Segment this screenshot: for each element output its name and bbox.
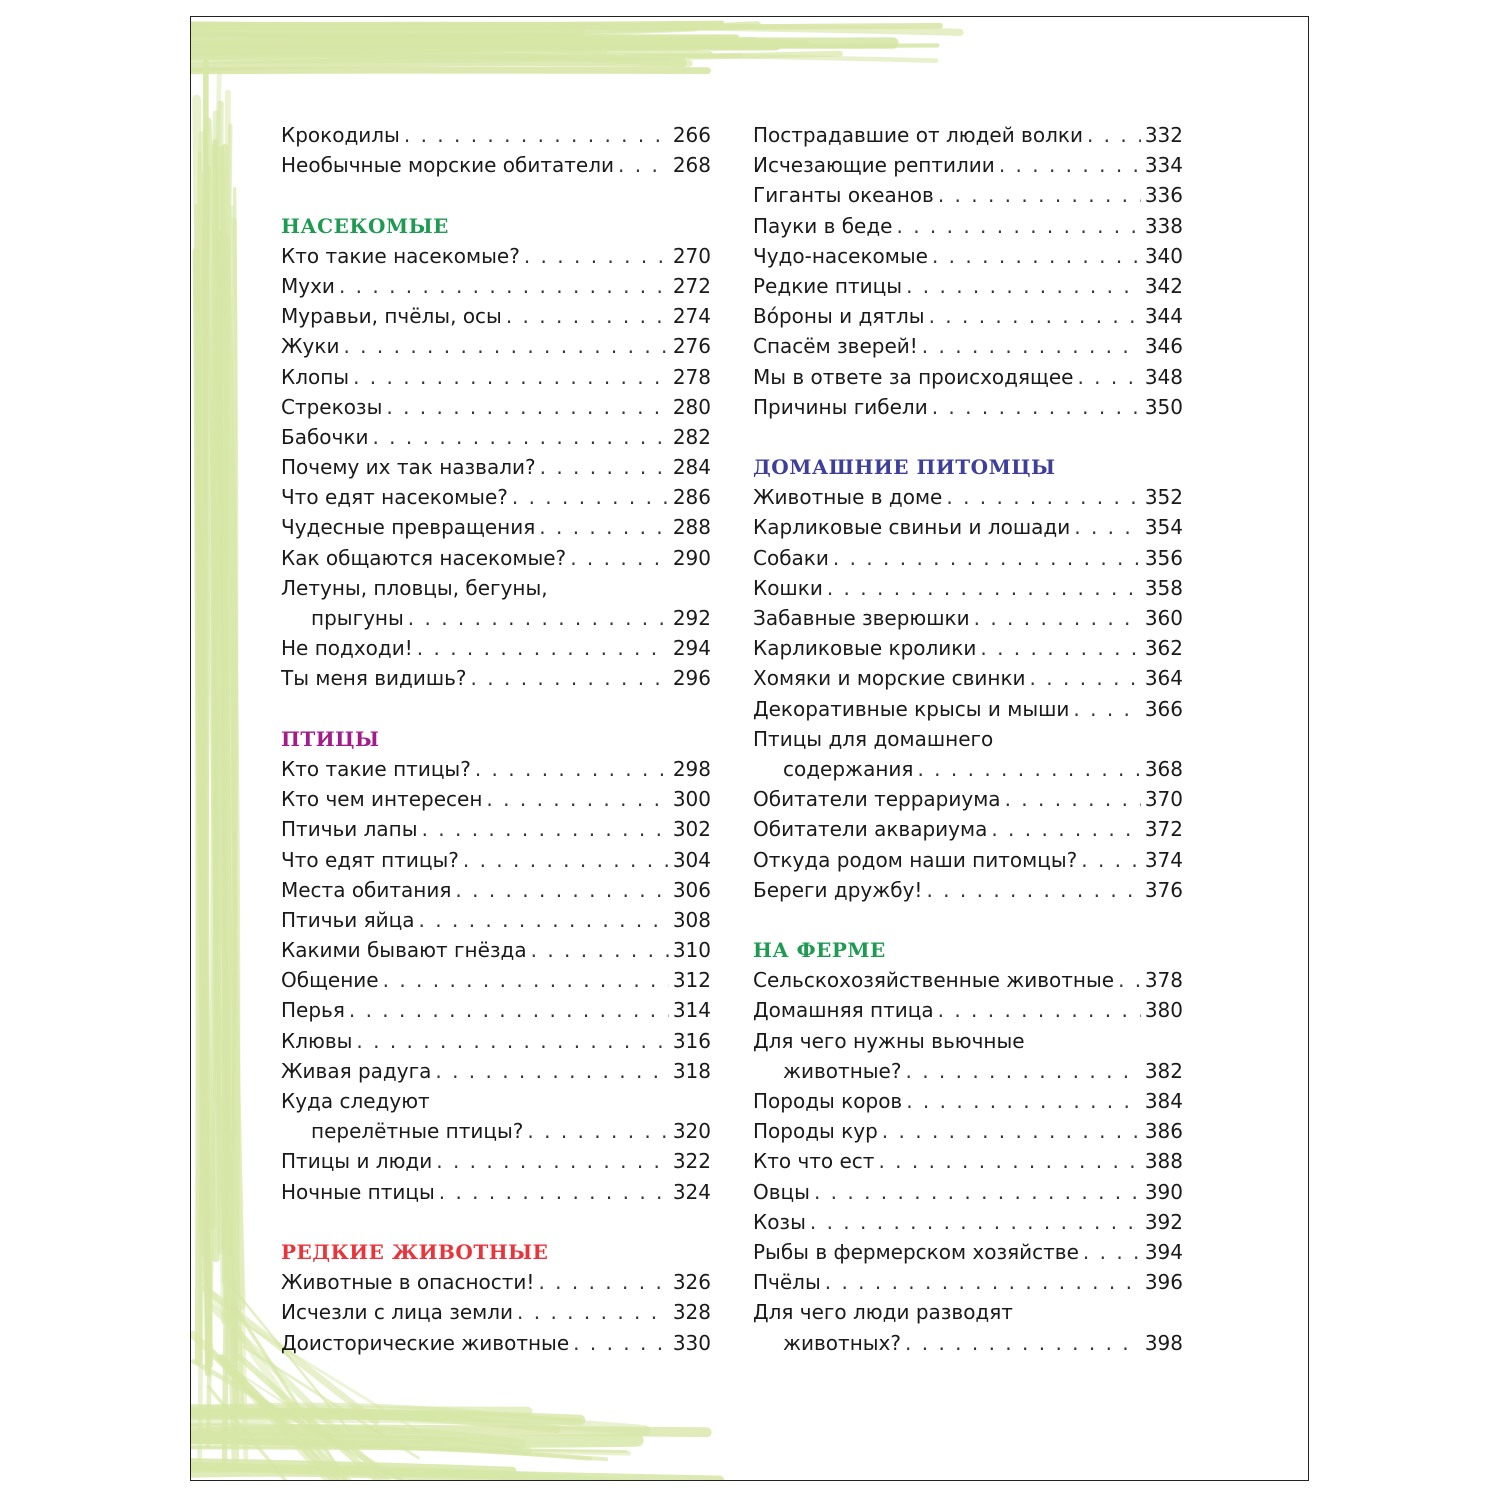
toc-entry xyxy=(753,1177,1183,1207)
toc-rare-animals-list xyxy=(281,1267,711,1358)
toc-leader-dots xyxy=(974,603,1141,633)
toc-entry xyxy=(281,663,711,693)
toc-page-number: 270 xyxy=(672,243,711,268)
toc-leader-dots xyxy=(980,633,1140,663)
toc-leader-dots xyxy=(827,573,1141,603)
toc-page-number: 310 xyxy=(672,938,711,963)
toc-entry-title: содержания xyxy=(783,756,914,781)
toc-page-number: 286 xyxy=(672,485,711,510)
toc-entry xyxy=(753,1237,1183,1267)
toc-entry-title: животных? xyxy=(783,1330,902,1355)
toc-page-number: 394 xyxy=(1144,1239,1183,1264)
toc-entry xyxy=(281,754,711,784)
toc-entry xyxy=(281,1086,711,1116)
toc-entry-title: Что едят птицы? xyxy=(281,847,459,872)
toc-leader-dots xyxy=(419,905,669,935)
toc-page-number: 322 xyxy=(672,1149,711,1174)
toc-leader-dots xyxy=(906,1086,1141,1116)
toc-page-number: 320 xyxy=(672,1119,711,1144)
toc-page-number: 268 xyxy=(672,153,711,178)
toc-entry-title: Козы xyxy=(753,1209,806,1234)
toc-leader-dots xyxy=(408,603,669,633)
toc-entry-title: Птицы и люди xyxy=(281,1149,433,1174)
toc-leader-dots xyxy=(539,512,669,542)
toc-leader-dots xyxy=(932,392,1141,422)
toc-pets-list xyxy=(753,482,1183,905)
section-heading-rare-animals: РЕДКИЕ ЖИВОТНЫЕ xyxy=(281,1239,549,1264)
toc-entry-title: животные? xyxy=(783,1058,902,1083)
toc-entry xyxy=(753,512,1183,542)
toc-leader-dots xyxy=(506,301,669,331)
toc-leader-dots xyxy=(1077,362,1140,392)
toc-leader-dots xyxy=(417,633,669,663)
toc-leader-dots xyxy=(404,120,669,150)
toc-page-number: 362 xyxy=(1144,636,1183,661)
toc-page-number: 294 xyxy=(672,636,711,661)
toc-entry xyxy=(753,784,1183,814)
toc-page-number: 356 xyxy=(1144,545,1183,570)
toc-entry xyxy=(753,120,1183,150)
toc-page-number: 304 xyxy=(672,847,711,872)
toc-birds-list xyxy=(281,754,711,1207)
toc-page-number: 386 xyxy=(1144,1119,1183,1144)
toc-entry xyxy=(281,573,711,603)
toc-leader-dots xyxy=(905,1056,1140,1086)
toc-page-number: 274 xyxy=(672,304,711,329)
section-heading-farm: НА ФЕРМЕ xyxy=(753,938,886,963)
toc-entry xyxy=(281,1056,711,1086)
toc-entry-title: Спасём зверей! xyxy=(753,334,918,359)
toc-entry xyxy=(281,301,711,331)
toc-leader-dots xyxy=(1073,694,1140,724)
toc-leader-dots xyxy=(538,1267,668,1297)
toc-page-number: 334 xyxy=(1144,153,1183,178)
toc-entry-title: Ты меня видишь? xyxy=(281,666,467,691)
toc-leader-dots xyxy=(475,754,669,784)
toc-leader-dots xyxy=(540,452,669,482)
toc-entry-title: Для чего люди разводят xyxy=(753,1300,1013,1325)
toc-entry xyxy=(753,1328,1183,1358)
toc-entry xyxy=(281,784,711,814)
toc-leader-dots xyxy=(512,482,669,512)
toc-entry-title: Обитатели террариума xyxy=(753,787,1001,812)
toc-entry xyxy=(281,633,711,663)
toc-entry xyxy=(281,814,711,844)
toc-page-number: 266 xyxy=(672,123,711,147)
toc-entry-title: Животные в доме xyxy=(753,485,943,510)
toc-leader-dots xyxy=(455,875,668,905)
toc-page-number: 288 xyxy=(672,515,711,540)
toc-entry-title: Обитатели аквариума xyxy=(753,817,988,842)
toc-entry-title: Кто что ест xyxy=(753,1149,875,1174)
toc-page-number: 390 xyxy=(1144,1179,1183,1204)
toc-entry xyxy=(281,392,711,422)
toc-entry-title: Ночные птицы xyxy=(281,1179,435,1204)
toc-entry xyxy=(753,1146,1183,1176)
toc-entry xyxy=(753,845,1183,875)
toc-leader-dots xyxy=(1087,120,1141,150)
toc-entry xyxy=(281,482,711,512)
toc-entry xyxy=(281,271,711,301)
toc-entry-title: Редкие птицы xyxy=(753,273,903,298)
toc-page-number: 298 xyxy=(672,756,711,781)
toc-leader-dots xyxy=(1118,965,1141,995)
toc-entry xyxy=(281,512,711,542)
toc-entry-title: Кто такие птицы? xyxy=(281,756,471,781)
toc-page-number: 388 xyxy=(1144,1149,1183,1174)
toc-entry-title: Исчезли с лица земли xyxy=(281,1300,514,1325)
toc-page-number: 376 xyxy=(1144,877,1183,902)
toc-entry-title: Породы коров xyxy=(753,1089,903,1113)
toc-entry xyxy=(753,1026,1183,1056)
toc-page-number: 308 xyxy=(672,907,711,932)
toc-entry xyxy=(753,392,1183,422)
toc-entry-title: Крокодилы xyxy=(281,123,400,147)
toc-entry-title: Как общаются насекомые? xyxy=(281,545,567,570)
toc-page-number: 382 xyxy=(1144,1058,1183,1083)
toc-entry-title: Чудесные превращения xyxy=(281,515,536,540)
toc-rare-animals-continued-list xyxy=(753,120,1183,422)
toc-insects-list xyxy=(281,241,711,694)
toc-entry-title: Летуны, пловцы, бегуны, xyxy=(281,575,548,600)
toc-page-number: 396 xyxy=(1144,1270,1183,1295)
toc-entry-title: Кошки xyxy=(753,575,823,600)
toc-page-number: 338 xyxy=(1144,213,1183,238)
toc-page-number: 328 xyxy=(672,1300,711,1325)
toc-page-number: 284 xyxy=(672,455,711,480)
toc-entry xyxy=(281,935,711,965)
toc-entry-title: Что едят насекомые? xyxy=(281,485,508,510)
toc-entry xyxy=(753,362,1183,392)
toc-page-number: 302 xyxy=(672,817,711,842)
toc-entry-title: Клопы xyxy=(281,364,350,389)
toc-entry-title: Общение xyxy=(281,968,379,993)
toc-entry xyxy=(753,995,1183,1025)
toc-page-number: 276 xyxy=(672,334,711,359)
toc-page-number: 384 xyxy=(1144,1089,1183,1113)
toc-page-number: 272 xyxy=(672,273,711,298)
toc-entry-title: Муравьи, пчёлы, осы xyxy=(281,304,502,329)
toc-entry-title: Домашняя птица xyxy=(753,998,934,1023)
toc-leader-dots xyxy=(618,150,669,180)
toc-page-number: 360 xyxy=(1144,606,1183,630)
toc-page-number: 352 xyxy=(1144,485,1183,510)
toc-entry-title: Береги дружбу! xyxy=(753,877,923,902)
toc-page-number: 378 xyxy=(1144,968,1183,993)
toc-page-number: 296 xyxy=(672,666,711,691)
toc-entry-title: Карликовые свиньи и лошади xyxy=(753,515,1071,540)
brush-stroke xyxy=(191,70,707,71)
page-frame xyxy=(190,16,1309,1481)
toc-entry xyxy=(753,1086,1183,1116)
toc-entry-title: Места обитания xyxy=(281,877,452,902)
toc-entry xyxy=(753,814,1183,844)
toc-entry-title: Пауки в беде xyxy=(753,213,893,238)
toc-page-number: 312 xyxy=(672,968,711,993)
toc-page-number: 348 xyxy=(1144,364,1183,389)
toc-entry xyxy=(281,331,711,361)
toc-leader-dots xyxy=(386,392,668,422)
toc-entry xyxy=(281,362,711,392)
toc-entry-title: Стрекозы xyxy=(281,394,383,419)
toc-page-number: 280 xyxy=(672,394,711,419)
toc-intro-list xyxy=(281,120,711,180)
toc-entry xyxy=(753,633,1183,663)
toc-entry xyxy=(753,1267,1183,1297)
toc-page-number: 324 xyxy=(672,1179,711,1204)
toc-leader-dots xyxy=(932,241,1141,271)
toc-entry xyxy=(753,1207,1183,1237)
toc-leader-dots xyxy=(517,1297,669,1327)
toc-entry xyxy=(281,1297,711,1327)
toc-page-number: 278 xyxy=(672,364,711,389)
toc-leader-dots xyxy=(833,543,1141,573)
toc-leader-dots xyxy=(527,1116,668,1146)
toc-leader-dots xyxy=(938,180,1141,210)
toc-entry-title: Доисторические животные xyxy=(281,1330,570,1355)
toc-page-number: 292 xyxy=(672,606,711,630)
toc-entry-title: Клювы xyxy=(281,1028,353,1053)
toc-leader-dots xyxy=(383,965,669,995)
toc-entry xyxy=(281,905,711,935)
toc-page-number: 330 xyxy=(672,1330,711,1355)
brush-stroke xyxy=(191,27,580,32)
toc-entry-title: Пчёлы xyxy=(753,1270,821,1295)
toc-entry xyxy=(281,1267,711,1297)
toc-entry xyxy=(753,965,1183,995)
toc-leader-dots xyxy=(999,150,1141,180)
toc-entry-title: Птичьи яйца xyxy=(281,907,415,932)
toc-page-number: 392 xyxy=(1144,1209,1183,1234)
toc-leader-dots xyxy=(1081,845,1141,875)
toc-page-number: 326 xyxy=(672,1270,711,1295)
toc-leader-dots xyxy=(524,241,669,271)
toc-leader-dots xyxy=(356,1026,668,1056)
toc-entry xyxy=(753,301,1183,331)
toc-leader-dots xyxy=(349,995,669,1025)
toc-entry xyxy=(281,845,711,875)
toc-entry-title: Куда следуют xyxy=(281,1089,430,1113)
toc-leader-dots xyxy=(991,814,1140,844)
toc-entry-title: Живая радуга xyxy=(281,1058,432,1083)
toc-leader-dots xyxy=(906,271,1141,301)
toc-entry-title: Рыбы в фермерском хозяйстве xyxy=(753,1239,1079,1264)
toc-entry xyxy=(753,543,1183,573)
toc-entry-title: перелётные птицы? xyxy=(311,1119,524,1144)
toc-entry xyxy=(281,150,711,180)
toc-entry-title: Вóроны и дятлы xyxy=(753,304,925,329)
toc-leader-dots xyxy=(922,331,1141,361)
toc-entry xyxy=(753,694,1183,724)
toc-page-number: 342 xyxy=(1144,273,1183,298)
toc-entry-title: Животные в опасности! xyxy=(281,1270,535,1295)
toc-leader-dots xyxy=(372,422,668,452)
toc-leader-dots xyxy=(486,784,668,814)
toc-entry-title: Почему их так назвали? xyxy=(281,455,536,480)
toc-left-column xyxy=(281,120,711,1358)
toc-entry xyxy=(281,241,711,271)
toc-page-number: 358 xyxy=(1144,575,1183,600)
toc-entry xyxy=(753,603,1183,633)
toc-entry-title: Перья xyxy=(281,998,345,1023)
toc-leader-dots xyxy=(946,482,1140,512)
toc-page-number: 368 xyxy=(1144,756,1183,781)
toc-entry-title: Сельскохозяйственные животные xyxy=(753,968,1115,993)
toc-leader-dots xyxy=(825,1267,1141,1297)
toc-leader-dots xyxy=(439,1177,669,1207)
toc-entry xyxy=(753,211,1183,241)
toc-leader-dots xyxy=(531,935,669,965)
toc-entry-title: Не подходи! xyxy=(281,636,413,661)
toc-page-number: 318 xyxy=(672,1058,711,1083)
toc-entry xyxy=(281,995,711,1025)
toc-entry-title: Мы в ответе за происходящее xyxy=(753,364,1074,389)
toc-entry xyxy=(753,271,1183,301)
toc-entry-title: прыгуны xyxy=(311,606,404,630)
toc-entry xyxy=(753,1297,1183,1327)
toc-page-number: 374 xyxy=(1144,847,1183,872)
toc-entry-title: Пострадавшие от людей волки xyxy=(753,123,1083,147)
toc-entry xyxy=(753,1116,1183,1146)
toc-leader-dots xyxy=(926,875,1140,905)
toc-leader-dots xyxy=(339,271,669,301)
toc-leader-dots xyxy=(343,331,668,361)
toc-entry-title: Овцы xyxy=(753,1179,810,1204)
toc-entry xyxy=(281,1177,711,1207)
toc-page-number: 372 xyxy=(1144,817,1183,842)
toc-entry xyxy=(753,875,1183,905)
toc-entry xyxy=(281,875,711,905)
toc-entry-title: Жуки xyxy=(281,334,340,359)
toc-entry-title: Мухи xyxy=(281,273,335,298)
toc-entry xyxy=(281,543,711,573)
toc-entry-title: Откуда родом наши питомцы? xyxy=(753,847,1078,872)
toc-page-number: 366 xyxy=(1144,696,1183,721)
toc-entry-title: Причины гибели xyxy=(753,394,928,419)
toc-leader-dots xyxy=(929,301,1141,331)
toc-page-number: 370 xyxy=(1144,787,1183,812)
toc-entry-title: Собаки xyxy=(753,545,829,570)
toc-entry-title: Птицы для домашнего xyxy=(753,726,994,751)
toc-page-number: 364 xyxy=(1144,666,1183,691)
toc-entry xyxy=(753,150,1183,180)
toc-entry-title: Исчезающие рептилии xyxy=(753,153,995,178)
toc-entry xyxy=(281,603,711,633)
toc-page-number: 354 xyxy=(1144,515,1183,540)
toc-entry-title: Бабочки xyxy=(281,424,369,449)
toc-leader-dots xyxy=(471,663,669,693)
toc-entry xyxy=(281,452,711,482)
toc-farm-list xyxy=(753,965,1183,1357)
toc-leader-dots xyxy=(882,1116,1141,1146)
toc-leader-dots xyxy=(1074,512,1141,542)
toc-entry xyxy=(281,1026,711,1056)
toc-entry-title: Какими бывают гнёзда xyxy=(281,938,527,963)
toc-entry xyxy=(281,120,711,150)
toc-leader-dots xyxy=(938,995,1141,1025)
toc-entry xyxy=(753,573,1183,603)
toc-entry xyxy=(753,663,1183,693)
toc-entry xyxy=(753,241,1183,271)
toc-page-number: 336 xyxy=(1144,183,1183,208)
toc-entry xyxy=(281,422,711,452)
section-heading-insects: НАСЕКОМЫЕ xyxy=(281,213,449,238)
toc-entry xyxy=(753,180,1183,210)
toc-leader-dots xyxy=(353,362,669,392)
toc-entry-title: Хомяки и морские свинки xyxy=(753,666,1026,691)
toc-page-number: 344 xyxy=(1144,304,1183,329)
toc-leader-dots xyxy=(905,1328,1141,1358)
toc-entry-title: Необычные морские обитатели xyxy=(281,153,615,178)
toc-leader-dots xyxy=(896,211,1140,241)
toc-leader-dots xyxy=(1005,784,1141,814)
toc-entry-title: Декоративные крысы и мыши xyxy=(753,696,1070,721)
toc-entry xyxy=(281,1146,711,1176)
toc-entry-title: Забавные зверюшки xyxy=(753,606,970,630)
toc-leader-dots xyxy=(814,1177,1141,1207)
toc-leader-dots xyxy=(463,845,669,875)
toc-page-number: 346 xyxy=(1144,334,1183,359)
toc-page-number: 282 xyxy=(672,424,711,449)
toc-leader-dots xyxy=(422,814,669,844)
toc-entry xyxy=(753,482,1183,512)
toc-page-number: 350 xyxy=(1144,394,1183,419)
toc-entry-title: Кто такие насекомые? xyxy=(281,243,520,268)
toc-leader-dots xyxy=(436,1146,669,1176)
toc-page-number: 340 xyxy=(1144,243,1183,268)
toc-leader-dots xyxy=(1083,1237,1141,1267)
toc-leader-dots xyxy=(1030,663,1141,693)
toc-page-number: 306 xyxy=(672,877,711,902)
toc-page-number: 314 xyxy=(672,998,711,1023)
toc-page-number: 300 xyxy=(672,787,711,812)
toc-page-number: 316 xyxy=(672,1028,711,1053)
toc-right-column xyxy=(753,120,1183,1358)
toc-entry-title: Гиганты океанов xyxy=(753,183,934,208)
toc-entry xyxy=(753,754,1183,784)
toc-entry-title: Породы кур xyxy=(753,1119,878,1144)
toc-leader-dots xyxy=(810,1207,1141,1237)
toc-entry-title: Птичьи лапы xyxy=(281,817,418,842)
toc-entry xyxy=(753,331,1183,361)
toc-page-number: 332 xyxy=(1144,123,1183,147)
toc-leader-dots xyxy=(878,1146,1140,1176)
toc-leader-dots xyxy=(917,754,1140,784)
toc-entry-title: Карликовые кролики xyxy=(753,636,977,661)
toc-entry xyxy=(281,965,711,995)
toc-entry xyxy=(753,724,1183,754)
toc-leader-dots xyxy=(435,1056,668,1086)
toc-leader-dots xyxy=(573,1328,669,1358)
toc-entry xyxy=(753,1056,1183,1086)
toc-entry-title: Чудо-насекомые xyxy=(753,243,928,268)
toc-page-number: 290 xyxy=(672,545,711,570)
toc-entry-title: Кто чем интересен xyxy=(281,787,483,812)
toc-entry-title: Для чего нужны вьючные xyxy=(753,1028,1025,1053)
toc-page-number: 380 xyxy=(1144,998,1183,1023)
toc-page-number: 398 xyxy=(1144,1330,1183,1355)
toc-entry xyxy=(281,1328,711,1358)
toc-entry xyxy=(281,1116,711,1146)
toc-leader-dots xyxy=(570,543,669,573)
section-heading-birds: ПТИЦЫ xyxy=(281,726,380,751)
section-heading-pets: ДОМАШНИЕ ПИТОМЦЫ xyxy=(753,455,1056,480)
